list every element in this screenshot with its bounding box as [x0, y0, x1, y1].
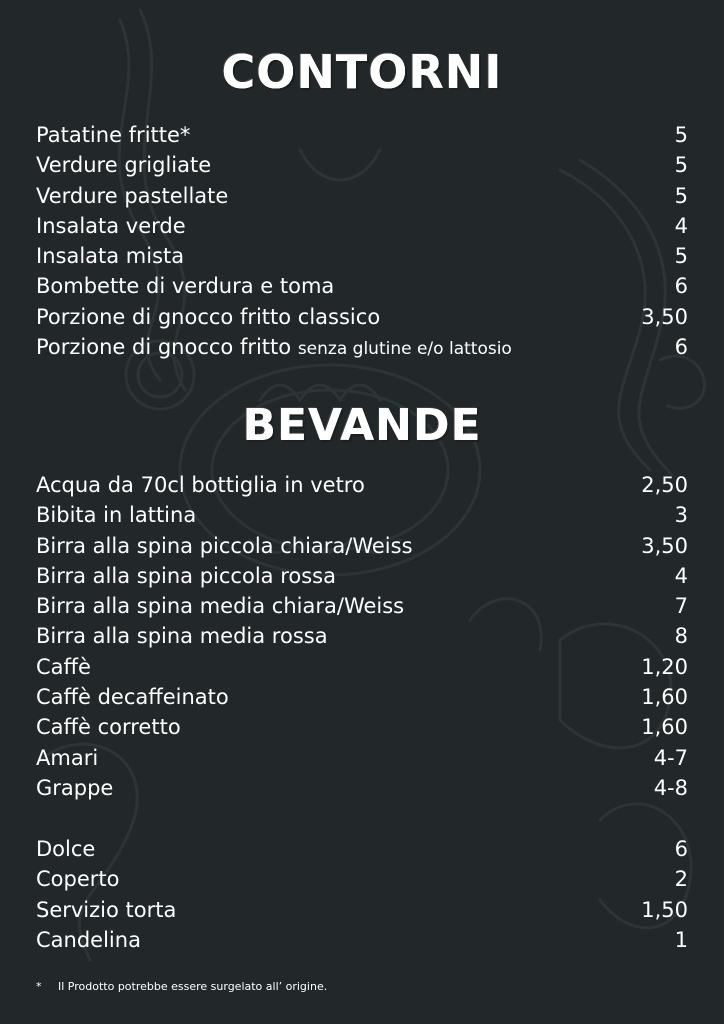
item-name: Insalata verde	[36, 213, 186, 238]
item-price: 6	[674, 335, 688, 360]
list-item	[36, 271, 688, 301]
item-note: senza glutine e/o lattosio	[297, 339, 512, 360]
item-name: Acqua da 70cl bottiglia in vetro	[36, 473, 365, 497]
item-name: Grappe	[36, 775, 114, 800]
item-name: Candelina	[36, 927, 141, 952]
list-item	[36, 470, 688, 500]
item-name: Bibita in lattina	[36, 503, 197, 528]
item-price: 1	[674, 927, 688, 952]
list-item	[36, 925, 688, 955]
item-price: 6	[674, 274, 688, 299]
list-item	[36, 531, 688, 561]
list-item	[36, 150, 688, 180]
list-item	[36, 561, 688, 591]
item-price: 3,50	[641, 533, 688, 558]
list-item	[36, 591, 688, 621]
item-price: 5	[674, 244, 688, 269]
item-price: 5	[674, 123, 688, 147]
item-price: 5	[674, 153, 688, 178]
item-name-group	[36, 332, 512, 364]
item-name: Caffè decaffeinato	[36, 685, 229, 710]
list-item	[36, 864, 688, 894]
footnote-text: Il Prodotto potrebbe essere surgelato all’ origine.	[58, 980, 328, 993]
list-item	[36, 712, 688, 742]
item-name: Birra alla spina media rossa	[36, 624, 328, 649]
list-item	[36, 621, 688, 651]
item-name: Birra alla spina piccola rossa	[36, 563, 336, 588]
extra-list	[36, 834, 688, 955]
list-item	[36, 332, 688, 362]
list-item	[36, 181, 688, 211]
item-name: Porzione di gnocco fritto classico	[36, 304, 381, 329]
item-price: 3	[674, 503, 688, 528]
bevande-list	[36, 470, 688, 803]
item-name: Dolce	[36, 837, 96, 861]
item-name: Birra alla spina piccola chiara/Weiss	[36, 533, 413, 558]
item-name: Porzione di gnocco fritto	[36, 335, 292, 360]
item-price: 1,60	[641, 685, 688, 710]
footnote	[36, 978, 327, 996]
item-price: 4	[674, 213, 688, 238]
item-price: 1,60	[641, 715, 688, 740]
item-price: 1,50	[641, 897, 688, 922]
item-name: Verdure grigliate	[36, 153, 212, 178]
item-price: 4-7	[653, 745, 688, 770]
list-item	[36, 834, 688, 864]
item-name: Caffè	[36, 654, 91, 679]
list-item	[36, 652, 688, 682]
item-price: 3,50	[641, 304, 688, 329]
item-name: Insalata mista	[36, 244, 185, 269]
item-price: 4	[674, 563, 688, 588]
item-name: Coperto	[36, 867, 120, 892]
list-item	[36, 773, 688, 803]
item-price: 4-8	[653, 775, 688, 800]
list-item	[36, 500, 688, 530]
item-price: 1,20	[641, 654, 688, 679]
heading-bevande: BEVANDE	[242, 400, 482, 451]
item-price: 6	[674, 837, 688, 861]
list-item	[36, 211, 688, 241]
heading-contorni: CONTORNI	[221, 45, 503, 99]
item-price: 5	[674, 183, 688, 208]
list-item	[36, 743, 688, 773]
list-item	[36, 682, 688, 712]
item-price: 2	[674, 867, 688, 892]
item-name: Caffè corretto	[36, 715, 181, 740]
item-name: Patatine fritte*	[36, 123, 191, 147]
item-name: Birra alla spina media chiara/Weiss	[36, 594, 405, 619]
item-price: 8	[674, 624, 688, 649]
contorni-list	[36, 120, 688, 362]
item-price: 2,50	[641, 473, 688, 497]
list-item	[36, 895, 688, 925]
footnote-marker: *	[36, 980, 42, 993]
list-item	[36, 120, 688, 150]
item-name: Verdure pastellate	[36, 183, 229, 208]
item-name: Amari	[36, 745, 99, 770]
item-name: Bombette di verdura e toma	[36, 274, 335, 299]
list-item	[36, 241, 688, 271]
item-price: 7	[674, 594, 688, 619]
list-item	[36, 302, 688, 332]
item-name: Servizio torta	[36, 897, 177, 922]
